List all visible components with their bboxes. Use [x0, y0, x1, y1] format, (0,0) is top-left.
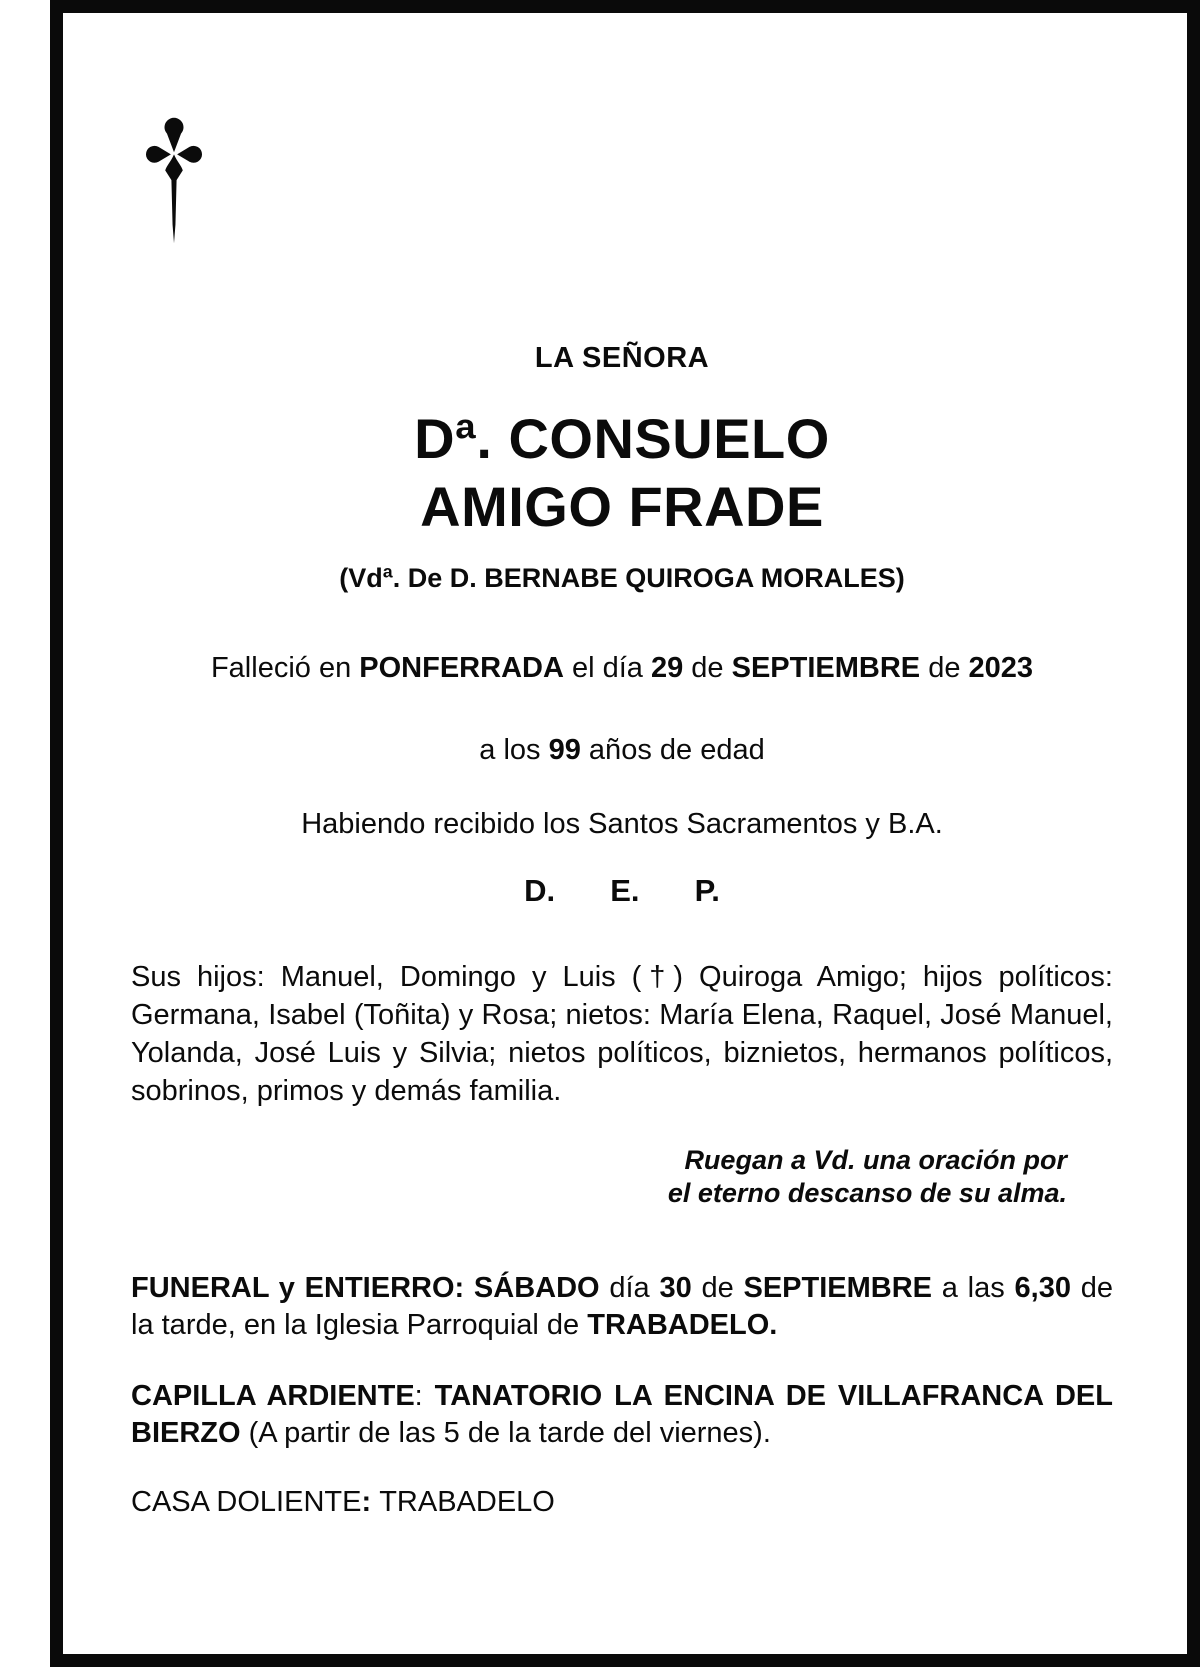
honorific-title: LA SEÑORA: [534, 342, 710, 374]
text-segment: 99: [548, 734, 581, 766]
prayer-line1: Ruegan a Vd. una oración por: [684, 1145, 1067, 1175]
widow-note: (Vdª. De D. BERNABE QUIROGA MORALES): [339, 563, 905, 593]
text-segment: Falleció en: [210, 652, 360, 684]
sacraments-line: Habiendo recibido los Santos Sacramentos y B.A.: [301, 808, 943, 840]
text-segment: SEPTIEMBRE: [731, 652, 921, 684]
deceased-name: [131, 405, 1113, 541]
age-line: [131, 732, 1113, 768]
text-segment: a las: [932, 1272, 1015, 1304]
text-segment: TRABADELO.: [587, 1309, 778, 1341]
text-segment: de: [683, 652, 732, 684]
prayer-request: [131, 1144, 1113, 1210]
text-segment: FUNERAL y ENTIERRO: SÁBADO: [131, 1272, 600, 1304]
text-segment: de: [691, 1272, 744, 1304]
text-segment: TRABADELO: [379, 1486, 555, 1518]
dep-abbreviation: D. E. P.: [524, 873, 720, 908]
mourning-house-line: [131, 1484, 1113, 1521]
text-segment: el día: [563, 652, 651, 684]
text-segment: CAPILLA ARDIENTE: [131, 1380, 415, 1412]
text-segment: CASA DOLIENTE: [131, 1486, 362, 1518]
esquela-content: [63, 13, 1187, 1654]
family-paragraph: Sus hijos: Manuel, Domingo y Luis (†) Quiroga Amigo; hijos políticos: Germana, Isabel (Toñita) y Rosa; nietos: María Elena, Raquel, José Manuel, Yolanda, José Luis y Silvia; nietos políticos, biznietos, hermanos políticos, sobrinos, primos y demás familia.: [131, 961, 1113, 1107]
text-segment: SEPTIEMBRE: [743, 1272, 933, 1304]
text-segment: 30: [659, 1272, 692, 1304]
death-line: [131, 650, 1113, 686]
text-segment: (A partir de las 5 de la tarde del viernes).: [240, 1417, 771, 1449]
text-segment: 29: [650, 652, 684, 684]
funeral-info-paragraph: [131, 1270, 1113, 1344]
text-segment: TANATORIO LA ENCINA DE VILLAFRANCA DEL BIERZO: [131, 1380, 1113, 1449]
text-segment: PONFERRADA: [359, 652, 564, 684]
text-segment: 6,30: [1014, 1272, 1071, 1304]
text-segment: :: [414, 1380, 435, 1412]
text-segment: día: [599, 1272, 660, 1304]
prayer-line2: el eterno descanso de su alma.: [667, 1178, 1067, 1208]
text-segment: 2023: [968, 652, 1034, 684]
chapel-info-paragraph: [131, 1378, 1113, 1452]
deceased-name-line1: Dª. CONSUELO: [414, 407, 830, 470]
text-segment: a los: [479, 734, 549, 766]
text-segment: :: [361, 1486, 380, 1518]
deceased-name-line2: AMIGO FRADE: [420, 475, 824, 538]
text-segment: de: [920, 652, 969, 684]
text-segment: años de edad: [580, 734, 765, 766]
memorial-cross-icon: [143, 101, 205, 249]
text-segment: de la tarde, en la Iglesia Parroquial de: [131, 1272, 1113, 1341]
